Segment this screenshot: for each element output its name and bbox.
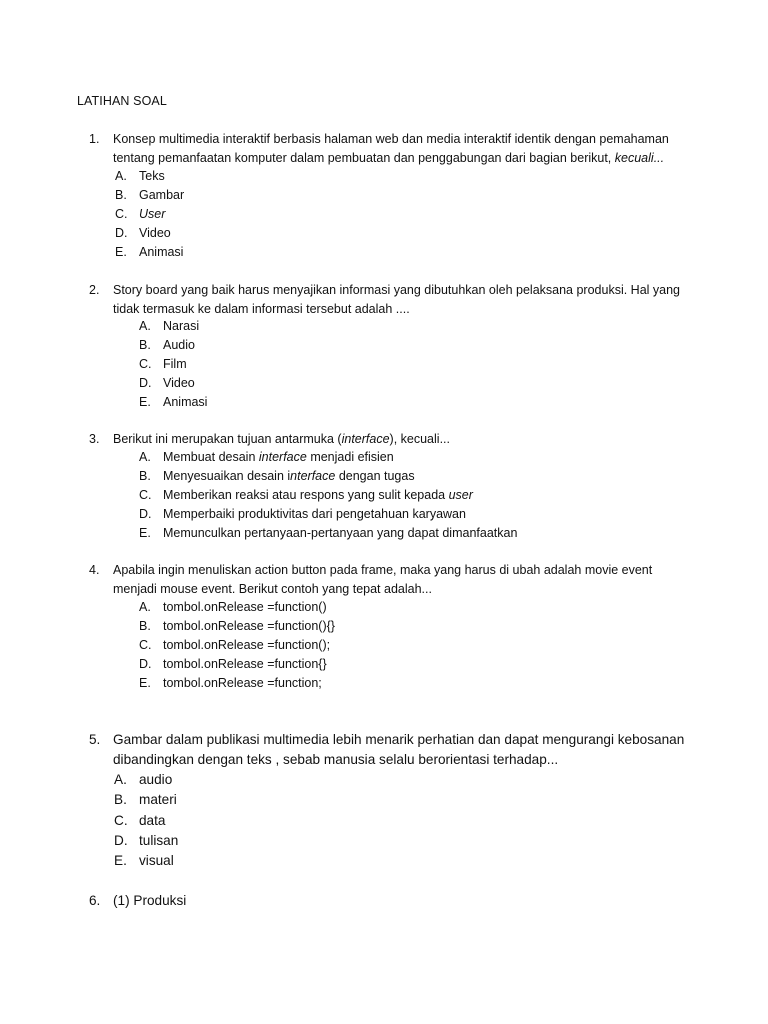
option-text: Audio — [163, 338, 195, 352]
question-number: 5. — [89, 732, 101, 747]
question-text — [113, 430, 703, 449]
option-text: Video — [163, 376, 195, 390]
option-letter: D. — [139, 657, 152, 671]
option-text: audio — [139, 772, 173, 787]
option-letter: E. — [139, 526, 151, 540]
option-text: tombol.onRelease =function(){} — [163, 619, 335, 633]
option-text: User — [139, 207, 166, 221]
option-text: Gambar — [139, 188, 185, 202]
option-letter: B. — [139, 469, 151, 483]
option-letter: B. — [139, 338, 151, 352]
option-letter: D. — [114, 832, 128, 848]
option-text-part: Memunculkan pertanyaan-pertanyaan yang dapat dimanfaatkan — [163, 526, 518, 540]
question-number: 4. — [89, 563, 100, 577]
option-letter: B. — [114, 792, 127, 808]
option-letter: C. — [114, 812, 128, 828]
question-number: 6. — [89, 893, 101, 908]
option-letter: A. — [139, 319, 151, 333]
option-letter: B. — [139, 619, 151, 633]
option-text: Animasi — [163, 395, 208, 409]
option-text: Teks — [139, 169, 165, 183]
question-number: 3. — [89, 432, 100, 446]
question-number: 2. — [89, 283, 100, 297]
option-text — [163, 467, 415, 486]
option-text-part: dengan tugas — [335, 469, 415, 483]
option-letter: A. — [139, 450, 151, 464]
option-text-italic: user — [448, 488, 473, 502]
option-text-part: Memberikan reaksi atau respons yang sulit kepada — [163, 488, 449, 502]
option-text-part: menjadi efisien — [306, 450, 394, 464]
question-number: 1. — [89, 132, 100, 146]
option-letter: E. — [139, 676, 151, 690]
option-text — [163, 524, 517, 543]
question-line: dibandingkan dengan teks , sebab manusia selalu berorientasi terhadap... — [113, 752, 559, 768]
option-text: tombol.onRelease =function(); — [163, 638, 331, 652]
option-text: tombol.onRelease =function{} — [163, 657, 327, 671]
question-line: (1) Produksi — [113, 893, 187, 908]
question-text — [113, 891, 753, 911]
option-text-italic: interface — [258, 450, 307, 464]
option-text: tombol.onRelease =function; — [163, 676, 322, 690]
option-letter: C. — [139, 488, 152, 502]
option-text-part: Memperbaiki produktivitas dari pengetahuan karyawan — [163, 507, 466, 521]
option-letter: A. — [115, 169, 127, 183]
page-title: LATIHAN SOAL — [77, 94, 167, 108]
option-letter: E. — [139, 395, 151, 409]
option-letter: D. — [115, 226, 128, 240]
question-text — [113, 730, 753, 771]
option-letter: A. — [139, 600, 151, 614]
option-text: Animasi — [139, 245, 184, 259]
option-text-italic: nterface — [290, 469, 336, 483]
option-text: data — [139, 812, 166, 828]
question-line: Gambar dalam publikasi multimedia lebih menarik perhatian dan dapat mengurangi kebosanan — [113, 732, 685, 747]
question-line: tidak termasuk ke dalam informasi tersebut adalah .... — [113, 302, 410, 316]
option-text: tulisan — [139, 832, 179, 848]
option-letter: D. — [139, 507, 152, 521]
option-letter: C. — [115, 207, 128, 221]
option-text: materi — [139, 792, 177, 808]
option-letter: E. — [114, 853, 127, 869]
option-letter: D. — [139, 376, 152, 390]
question-text — [113, 130, 703, 168]
question-line: Konsep multimedia interaktif berbasis halaman web dan media interaktif identik dengan pemahaman — [113, 132, 669, 146]
option-text: visual — [139, 853, 174, 869]
question-line: Apabila ingin menuliskan action button pada frame, maka yang harus di ubah adalah movie event — [113, 563, 653, 577]
question-text — [113, 281, 703, 319]
option-letter: E. — [115, 245, 127, 259]
question-text — [113, 561, 703, 599]
question-line-italic: kecuali... — [614, 151, 665, 165]
option-text — [163, 505, 466, 524]
option-text: tombol.onRelease =function() — [163, 600, 327, 614]
option-letter: B. — [115, 188, 127, 202]
option-text-part: Menyesuaikan desain i — [163, 469, 291, 483]
option-text: Narasi — [163, 319, 200, 333]
question-line: menjadi mouse event. Berikut contoh yang tepat adalah... — [113, 582, 432, 596]
question-line: tentang pemanfaatan komputer dalam pembuatan dan penggabungan dari bagian berikut, — [113, 151, 612, 165]
question-line: Berikut ini merupakan tujuan antarmuka ( — [113, 432, 342, 446]
option-text: Video — [139, 226, 171, 240]
question-line: ), kecuali... — [389, 432, 450, 446]
question-line: Story board yang baik harus menyajikan informasi yang dibutuhkan oleh pelaksana produksi. Hal yang — [113, 283, 681, 297]
option-letter: A. — [114, 772, 127, 787]
question-line-italic: interface — [341, 432, 390, 446]
option-letter: C. — [139, 357, 152, 371]
option-text — [163, 486, 473, 505]
option-text-part: Membuat desain — [163, 450, 259, 464]
option-text — [163, 448, 394, 467]
option-letter: C. — [139, 638, 152, 652]
option-text: Film — [163, 357, 187, 371]
